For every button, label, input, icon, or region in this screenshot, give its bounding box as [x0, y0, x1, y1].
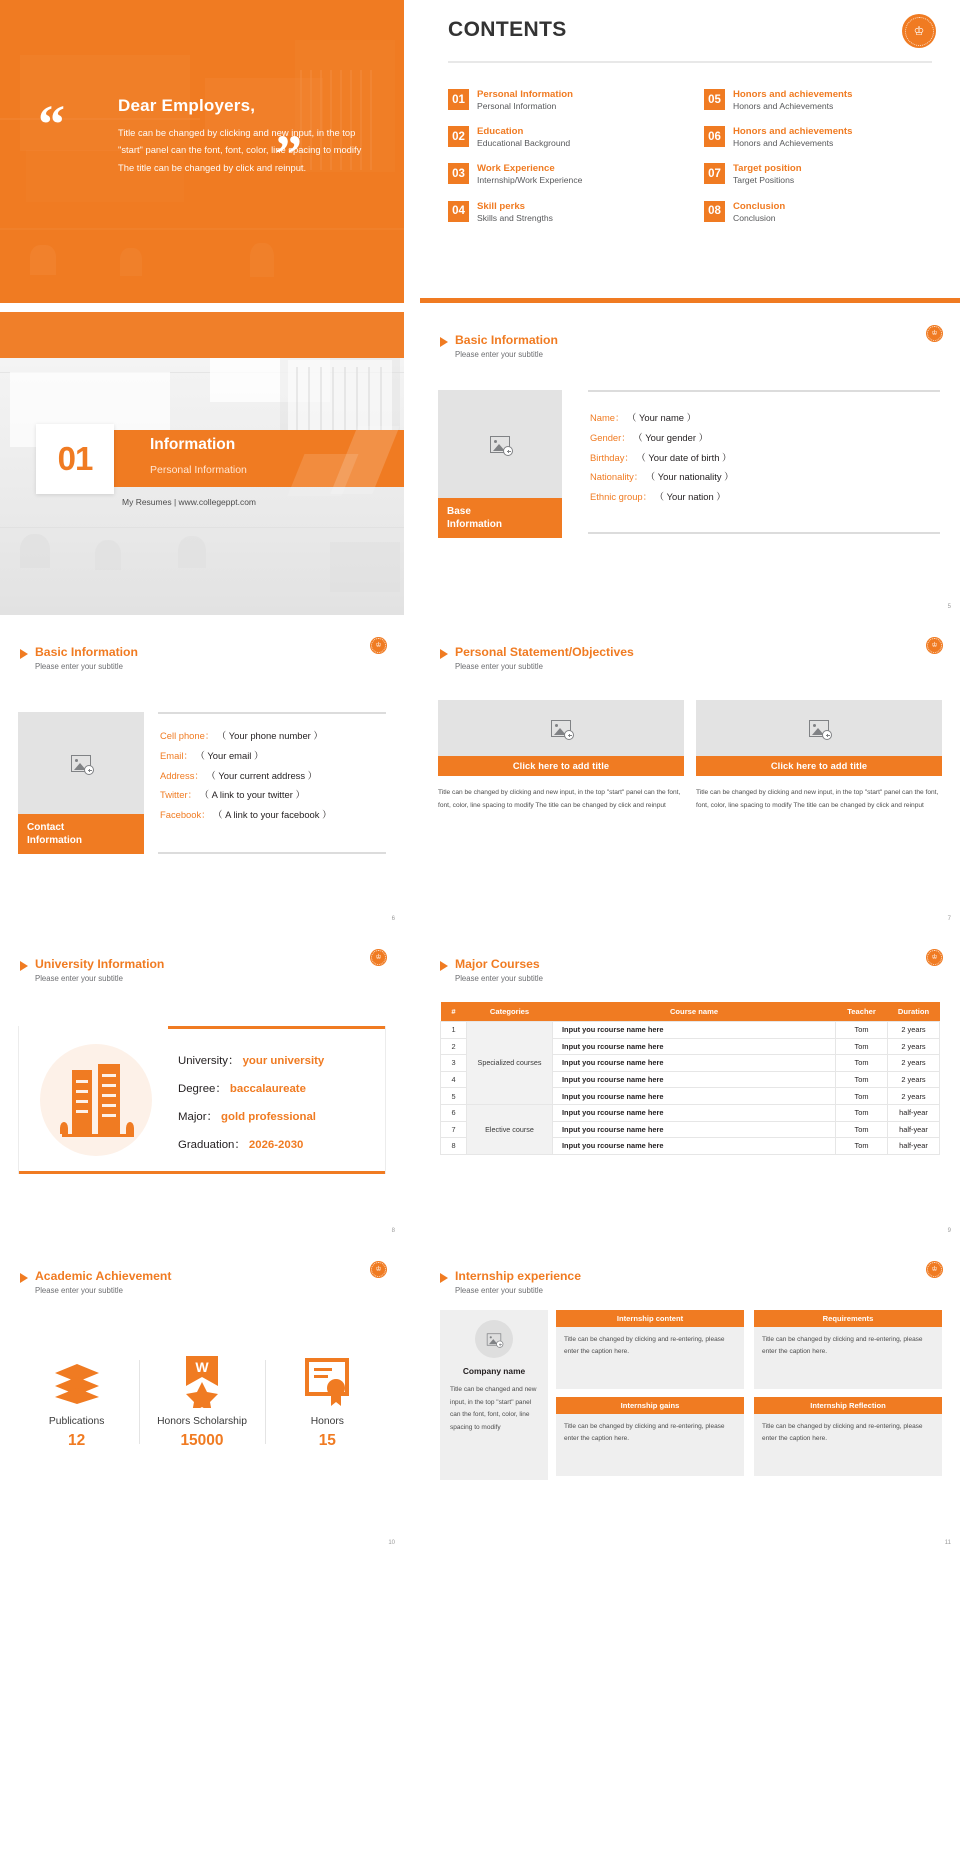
cell-course: Input you rcourse name here — [553, 1055, 836, 1072]
info-row — [160, 805, 331, 825]
cover-title: Dear Employers, — [118, 96, 256, 115]
university-value: gold professional — [221, 1110, 316, 1123]
slide-header — [20, 958, 164, 983]
logo-badge-icon: ♔ — [926, 637, 943, 654]
page-number: 11 — [944, 1540, 951, 1546]
triangle-bullet-icon — [440, 649, 448, 659]
university-details — [178, 1048, 324, 1160]
slide-title: Internship experience — [455, 1269, 581, 1283]
cell-index: 8 — [441, 1138, 467, 1155]
triangle-bullet-icon — [20, 1273, 28, 1283]
divider-number: 01 — [57, 440, 93, 477]
add-title-button[interactable]: Click here to add title — [438, 756, 684, 776]
info-value: （ Your email ） — [195, 749, 264, 761]
bottom-accent-strip — [420, 298, 960, 303]
cover-body-text: Title can be changed by clicking and new input, in the top "start" panel can the font, font, color, line spacing to modify The title can be changed by click and reinput. — [118, 127, 362, 173]
photo-placeholder[interactable] — [438, 700, 684, 756]
slide-major-courses[interactable] — [420, 936, 960, 1239]
info-key: Ethnic group： — [590, 491, 653, 502]
stat-value: 12 — [68, 1432, 86, 1449]
slide-personal-statement[interactable] — [420, 624, 960, 927]
toc-number: 05 — [704, 89, 725, 110]
logo-badge-icon: ♔ — [926, 949, 943, 966]
info-key: Gender： — [590, 431, 631, 443]
toc-subtitle: Educational Background — [477, 138, 571, 149]
info-list — [160, 726, 331, 825]
toc-title: Honors and achievements — [733, 126, 853, 138]
books-icon — [14, 1354, 139, 1410]
triangle-bullet-icon — [440, 961, 448, 971]
university-value: 2026-2030 — [248, 1138, 304, 1151]
photo-placeholder[interactable] — [438, 390, 562, 498]
info-key: Address： — [160, 769, 204, 781]
cell-index: 2 — [441, 1038, 467, 1055]
card-top-accent — [168, 1026, 386, 1029]
contents-list — [448, 89, 932, 224]
toc-number: 07 — [704, 163, 725, 184]
cell-duration: half-year — [888, 1121, 940, 1138]
divider-title: Information — [150, 436, 236, 453]
company-name: Company name — [462, 1366, 526, 1376]
info-value: （ Your current address ） — [206, 769, 318, 781]
slide-subtitle: Please enter your subtitle — [455, 662, 543, 672]
cell-category: Specialized courses — [467, 1022, 553, 1105]
add-image-icon — [487, 1333, 501, 1345]
triangle-bullet-icon — [440, 1273, 448, 1283]
add-image-icon — [551, 720, 571, 737]
photo-caption-line1: Base — [447, 506, 471, 517]
photo-placeholder[interactable] — [18, 712, 144, 814]
cell-course: Input you rcourse name here — [553, 1104, 836, 1121]
slide-header — [440, 646, 634, 671]
certificate-icon — [265, 1354, 390, 1410]
top-rule — [158, 712, 386, 714]
medal-icon — [139, 1354, 264, 1410]
photo-placeholder[interactable] — [696, 700, 942, 756]
toc-item[interactable] — [448, 201, 676, 224]
cell-course: Input you rcourse name here — [553, 1088, 836, 1105]
university-key: University： — [178, 1055, 240, 1067]
toc-number: 04 — [448, 201, 469, 222]
company-panel[interactable] — [440, 1310, 548, 1480]
statement-paragraph: Title can be changed by clicking and new input, in the top "start" panel can the font, font, color, line spacing to modify The title can be changed by click and reinput — [696, 789, 939, 809]
stat-item — [14, 1354, 139, 1450]
add-title-button[interactable]: Click here to add title — [696, 756, 942, 776]
slide-subtitle: Please enter your subtitle — [35, 662, 123, 672]
toc-item[interactable] — [448, 163, 676, 186]
card-body: Title can be changed by clicking and re-entering, please enter the caption here. — [556, 1327, 744, 1389]
divider-footer: My Resumes | www.collegeppt.com — [122, 497, 257, 507]
toc-subtitle: Honors and Achievements — [733, 138, 834, 149]
toc-title: Skill perks — [477, 200, 525, 212]
info-value: （ Your nation ） — [654, 491, 726, 502]
university-value: your university — [242, 1055, 325, 1067]
cell-teacher: Tom — [836, 1055, 888, 1072]
card-header: Internship Reflection — [754, 1397, 942, 1414]
info-value: （ Your nationality ） — [645, 471, 734, 483]
photo-caption-line2: Information — [27, 835, 82, 846]
toc-title: Personal Information — [477, 89, 573, 100]
info-row — [160, 766, 331, 786]
info-value: （ Your phone number ） — [216, 730, 323, 741]
toc-number: 08 — [704, 201, 725, 222]
internship-card[interactable] — [556, 1397, 744, 1476]
toc-number: 03 — [448, 163, 469, 184]
toc-number: 01 — [448, 89, 469, 110]
slide-subtitle: Please enter your subtitle — [35, 1286, 123, 1296]
cell-course: Input you rcourse name here — [553, 1038, 836, 1055]
card-header: Internship content — [556, 1310, 744, 1327]
info-row — [590, 448, 734, 468]
slide-contents[interactable] — [420, 0, 960, 303]
top-rule — [588, 390, 940, 392]
toc-subtitle: Skills and Strengths — [477, 212, 553, 223]
slide-header — [20, 646, 138, 671]
toc-item[interactable] — [448, 126, 676, 149]
card-header: Internship gains — [556, 1397, 744, 1414]
photo-caption-line2: Information — [447, 519, 502, 530]
table-row — [441, 1022, 940, 1039]
statement-paragraph: Title can be changed by clicking and new input, in the top "start" panel can the font, font, color, line spacing to modify The title can be changed by click and reinput — [438, 789, 681, 809]
cell-duration: half-year — [888, 1104, 940, 1121]
bottom-rule — [158, 852, 386, 854]
info-value: （ Your name ） — [627, 412, 696, 423]
cell-teacher: Tom — [836, 1088, 888, 1105]
logo-badge-icon: ♔ — [926, 1261, 943, 1278]
card-body: Title can be changed by clicking and re-entering, please enter the caption here. — [754, 1414, 942, 1476]
info-row — [590, 428, 734, 448]
info-key: Birthday： — [590, 451, 634, 463]
university-row — [178, 1048, 324, 1076]
toc-item[interactable] — [704, 126, 932, 149]
statement-card[interactable] — [696, 700, 942, 813]
info-list — [590, 408, 734, 507]
toc-title: Honors and achievements — [733, 89, 853, 100]
internship-card[interactable] — [754, 1310, 942, 1389]
table-header-row — [441, 1002, 940, 1022]
cell-index: 3 — [441, 1055, 467, 1072]
courses-table — [440, 1002, 940, 1155]
triangle-bullet-icon — [20, 961, 28, 971]
stat-label: Honors — [310, 1416, 344, 1427]
info-row — [160, 746, 331, 766]
svg-text:W: W — [195, 1359, 209, 1375]
toc-item[interactable] — [448, 89, 676, 112]
slide-header — [440, 334, 558, 359]
cell-duration: 2 years — [888, 1088, 940, 1105]
stat-value: 15000 — [180, 1432, 224, 1449]
quote-open-icon: “ — [38, 94, 63, 154]
triangle-bullet-icon — [440, 337, 448, 347]
bottom-rule — [588, 532, 940, 534]
info-value: （ Your gender ） — [633, 431, 708, 443]
slide-subtitle: Please enter your subtitle — [455, 1286, 543, 1296]
triangle-bullet-icon — [20, 649, 28, 659]
info-key: Facebook： — [160, 809, 211, 820]
internship-card[interactable] — [754, 1397, 942, 1476]
cell-teacher: Tom — [836, 1121, 888, 1138]
logo-badge-icon: ♔ — [370, 637, 387, 654]
column-header: # — [441, 1002, 467, 1022]
info-row — [160, 726, 331, 746]
table-row — [441, 1104, 940, 1121]
university-value: baccalaureate — [229, 1082, 306, 1095]
stat-label: Honors Scholarship — [157, 1416, 247, 1427]
info-row — [590, 408, 734, 428]
logo-badge-icon: ♔ — [926, 325, 943, 342]
cell-teacher: Tom — [836, 1038, 888, 1055]
toc-subtitle: Internship/Work Experience — [477, 175, 583, 186]
page-number: 8 — [391, 1228, 395, 1234]
toc-number: 06 — [704, 126, 725, 147]
toc-item[interactable] — [704, 89, 932, 112]
card-body: Title can be changed by clicking and re-entering, please enter the caption here. — [754, 1327, 942, 1389]
slide-contact-information[interactable] — [0, 624, 404, 927]
cell-category: Elective course — [467, 1104, 553, 1154]
toc-title: Education — [477, 126, 524, 138]
slide-university-information[interactable] — [0, 936, 404, 1239]
cell-duration: half-year — [888, 1138, 940, 1155]
slide-title: Personal Statement/Objectives — [455, 645, 634, 659]
statement-card[interactable] — [438, 700, 684, 813]
column-header: Duration — [888, 1002, 940, 1022]
cell-index: 1 — [441, 1022, 467, 1039]
slide-internship-experience[interactable] — [420, 1248, 960, 1551]
cell-index: 5 — [441, 1088, 467, 1105]
info-key: Email： — [160, 749, 193, 761]
info-row — [590, 467, 734, 487]
cell-teacher: Tom — [836, 1071, 888, 1088]
company-description: Title can be changed and new input, in the top "start" panel can the font, font, color, line spacing to modify — [450, 1386, 537, 1432]
divider-line — [448, 61, 932, 63]
slide-title: Basic Information — [35, 645, 138, 659]
toc-number: 02 — [448, 126, 469, 147]
stat-item — [265, 1354, 390, 1450]
slide-section-divider[interactable] — [0, 312, 404, 615]
info-key: Cell phone： — [160, 730, 215, 741]
page-number: 5 — [947, 604, 951, 610]
stat-label: Publications — [48, 1416, 105, 1427]
slide-header — [20, 1270, 171, 1295]
slide-cover[interactable] — [0, 0, 404, 303]
university-row — [178, 1132, 324, 1160]
photo-caption-line1: Contact — [27, 822, 65, 833]
stat-value: 15 — [318, 1432, 336, 1449]
card-left-border — [18, 1026, 19, 1174]
internship-card[interactable] — [556, 1310, 744, 1389]
cell-duration: 2 years — [888, 1071, 940, 1088]
logo-badge-icon: ♔ — [370, 949, 387, 966]
cell-duration: 2 years — [888, 1055, 940, 1072]
column-header: Categories — [467, 1002, 553, 1022]
slide-title: Basic Information — [455, 333, 558, 347]
slide-subtitle: Please enter your subtitle — [35, 974, 123, 984]
info-row — [160, 785, 331, 805]
card-bottom-accent — [18, 1171, 386, 1174]
logo-badge-icon: ♔ — [902, 14, 936, 48]
university-row — [178, 1104, 324, 1132]
card-body: Title can be changed by clicking and re-entering, please enter the caption here. — [556, 1414, 744, 1476]
stat-item — [139, 1354, 264, 1450]
toc-subtitle: Conclusion — [733, 212, 776, 223]
cell-teacher: Tom — [836, 1138, 888, 1155]
slide-title: Academic Achievement — [35, 1269, 172, 1283]
photo-placeholder[interactable] — [475, 1320, 513, 1358]
column-header: Course name — [553, 1002, 836, 1022]
cell-course: Input you rcourse name here — [553, 1022, 836, 1039]
cell-course: Input you rcourse name here — [553, 1138, 836, 1155]
info-value: （ A link to your twitter ） — [199, 789, 305, 801]
cell-course: Input you rcourse name here — [553, 1121, 836, 1138]
toc-subtitle: Honors and Achievements — [733, 101, 834, 112]
info-value: （ A link to your facebook ） — [213, 809, 332, 820]
cell-duration: 2 years — [888, 1022, 940, 1039]
slide-header — [440, 1270, 581, 1295]
cell-index: 6 — [441, 1104, 467, 1121]
logo-badge-icon: ♔ — [370, 1261, 387, 1278]
cell-teacher: Tom — [836, 1104, 888, 1121]
info-key: Name： — [590, 412, 625, 423]
quote-close-icon: ” — [275, 124, 300, 185]
toc-subtitle: Personal Information — [477, 101, 557, 112]
university-row — [178, 1076, 324, 1104]
photo-caption-label — [438, 498, 562, 538]
university-card — [18, 1026, 386, 1174]
divider-number-box — [36, 424, 114, 494]
achievement-stats — [14, 1354, 390, 1450]
card-right-border — [385, 1026, 386, 1174]
university-key: Major： — [178, 1110, 218, 1123]
photo-caption-label — [18, 814, 144, 854]
page-number: 7 — [947, 916, 951, 922]
slide-subtitle: Please enter your subtitle — [455, 974, 543, 984]
info-key: Nationality： — [590, 471, 644, 483]
toc-title: Target position — [733, 163, 802, 175]
slide-header — [440, 958, 543, 983]
divider-subtitle: Personal Information — [150, 464, 247, 476]
cell-teacher: Tom — [836, 1022, 888, 1039]
page-number: 9 — [947, 1228, 951, 1234]
info-value: （ Your date of birth ） — [636, 451, 732, 463]
card-header: Requirements — [754, 1310, 942, 1327]
slide-title: Major Courses — [455, 957, 540, 971]
contents-title: CONTENTS — [448, 18, 567, 41]
university-building-icon — [58, 1060, 138, 1142]
cell-index: 7 — [441, 1121, 467, 1138]
internship-cards — [556, 1310, 942, 1476]
toc-item[interactable] — [704, 201, 932, 224]
add-image-icon — [809, 720, 829, 737]
cell-index: 4 — [441, 1071, 467, 1088]
university-key: Degree： — [178, 1082, 227, 1095]
divider-top-orange-band — [0, 312, 404, 358]
info-row — [590, 487, 734, 507]
toc-subtitle: Target Positions — [733, 175, 795, 186]
university-key: Graduation： — [178, 1138, 246, 1151]
cell-course: Input you rcourse name here — [553, 1071, 836, 1088]
page-number: 10 — [388, 1540, 395, 1546]
toc-item[interactable] — [704, 163, 932, 186]
slide-basic-information[interactable] — [420, 312, 960, 615]
add-image-icon — [490, 436, 510, 453]
toc-title: Work Experience — [477, 163, 555, 175]
toc-title: Conclusion — [733, 200, 786, 212]
info-key: Twitter： — [160, 789, 197, 801]
add-image-icon — [71, 755, 91, 772]
slide-academic-achievement[interactable] — [0, 1248, 404, 1551]
column-header: Teacher — [836, 1002, 888, 1022]
slide-subtitle: Please enter your subtitle — [455, 350, 543, 360]
slide-title: University Information — [35, 957, 165, 971]
cell-duration: 2 years — [888, 1038, 940, 1055]
page-number: 6 — [391, 916, 395, 922]
